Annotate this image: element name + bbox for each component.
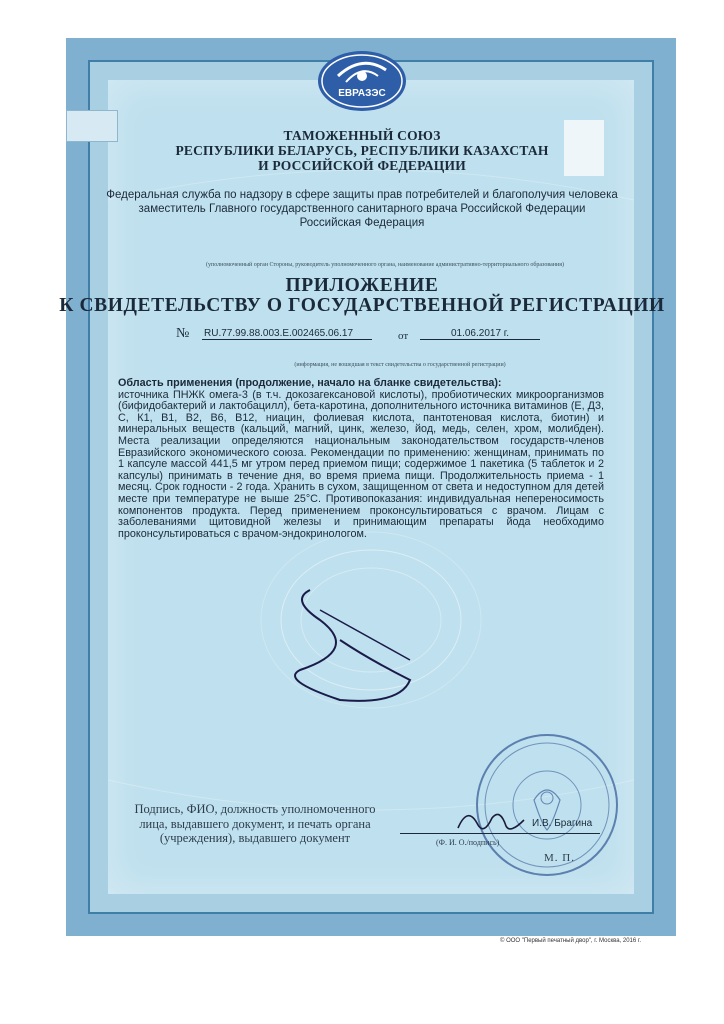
registration-row	[176, 326, 586, 344]
section-heading: Область применения (продолжение, начало на бланке свидетельства):	[118, 377, 502, 389]
signature-label-line-1: Подпись, ФИО, должность уполномоченного	[134, 802, 376, 816]
authority-line-3: Российская Федерация	[299, 217, 425, 229]
title-line-2: К СВИДЕТЕЛЬСТВУ О ГОСУДАРСТВЕННОЙ РЕГИСТРАЦИИ	[59, 295, 665, 316]
union-heading	[0, 128, 724, 173]
union-line-3: И РОССИЙСКОЙ ФЕДЕРАЦИИ	[258, 158, 466, 173]
registration-date: 01.06.2017 г.	[420, 328, 540, 340]
registration-number: RU.77.99.88.003.Е.002465.06.17	[202, 328, 372, 340]
registration-caption: (информация, не вошедшая в текст свидетельства о государственной регистрации)	[294, 362, 506, 368]
number-label: №	[176, 326, 190, 341]
signature-line	[400, 832, 600, 834]
printer-imprint: © ООО "Первый печатный двор", г. Москва, 2016 г.	[500, 938, 642, 944]
title-line-1: ПРИЛОЖЕНИЕ	[285, 275, 439, 296]
union-line-2: РЕСПУБЛИКИ БЕЛАРУСЬ, РЕСПУБЛИКИ КАЗАХСТАН	[175, 143, 549, 158]
seal-place-label: М. П.	[544, 852, 575, 864]
fio-caption: (Ф. И. О./подпись)	[436, 838, 500, 847]
date-label: от	[398, 330, 409, 342]
authority-caption: (уполномоченный орган Стороны, руководитель уполномоченного органа, наименование административно-территориального образования)	[206, 262, 564, 268]
handwritten-signature	[448, 800, 538, 840]
authority-block	[0, 188, 724, 230]
signature-label-line-3: (учреждения), выдавшего документ	[159, 831, 351, 845]
signature-field-label	[110, 802, 400, 846]
union-line-1: ТАМОЖЕННЫЙ СОЮЗ	[283, 128, 441, 143]
authority-line-1: Федеральная служба по надзору в сфере защиты прав потребителей и благополучия человека	[106, 189, 618, 201]
authority-line-2: заместитель Главного государственного санитарного врача Российской Федерации	[138, 203, 586, 215]
application-area-section	[118, 378, 604, 540]
document-title	[0, 276, 724, 316]
evrazes-logo	[316, 46, 408, 116]
logo-caption: ЕВРАЗЭС	[338, 88, 386, 99]
signature-label-line-2: лица, выдавшего документ, и печать органа	[139, 816, 371, 831]
section-text: источника ПНЖК омега-3 (в т.ч. докозагексановой кислоты), пробиотических микроорганизмов (бифидобактерий и лактобацилл), бета-каротина, дополнительного источника витаминов (Е, Д3, С, К1, В1, В2, В6, В12, ниацин, фолиевая кислота, пантотеновая кислота, биотин) и минеральных веществ (кальций, магний, цинк, железо, йод, медь, селен, хром, молибден). Места реализации определяются национальным законодательством государств-членов Евразийского экономического союза. Рекомендации по применению: женщинам, принимать по 1 капсуле массой 441,5 мг утром перед приемом пищи; содержимое 1 пакетика (5 таблеток и 2 капсулы) принимать в течение дня, во время приема пищи. Продолжительность приема - 1 месяц. Срок годности - 2 года. Хранить в сухом, защищенном от света и недоступном для детей месте при температуре не выше 25°С. Противопоказания: индивидуальная непереносимость компонентов продукта. Перед применением проконсультироваться с врачом. Лицам с заболеваниями щитовидной железы и принимающим препараты йода необходимо проконсультироваться с врачом-эндокринологом.	[118, 388, 604, 540]
handwritten-scribble	[280, 580, 430, 710]
signer-name: И.В. Брагина	[532, 818, 593, 829]
